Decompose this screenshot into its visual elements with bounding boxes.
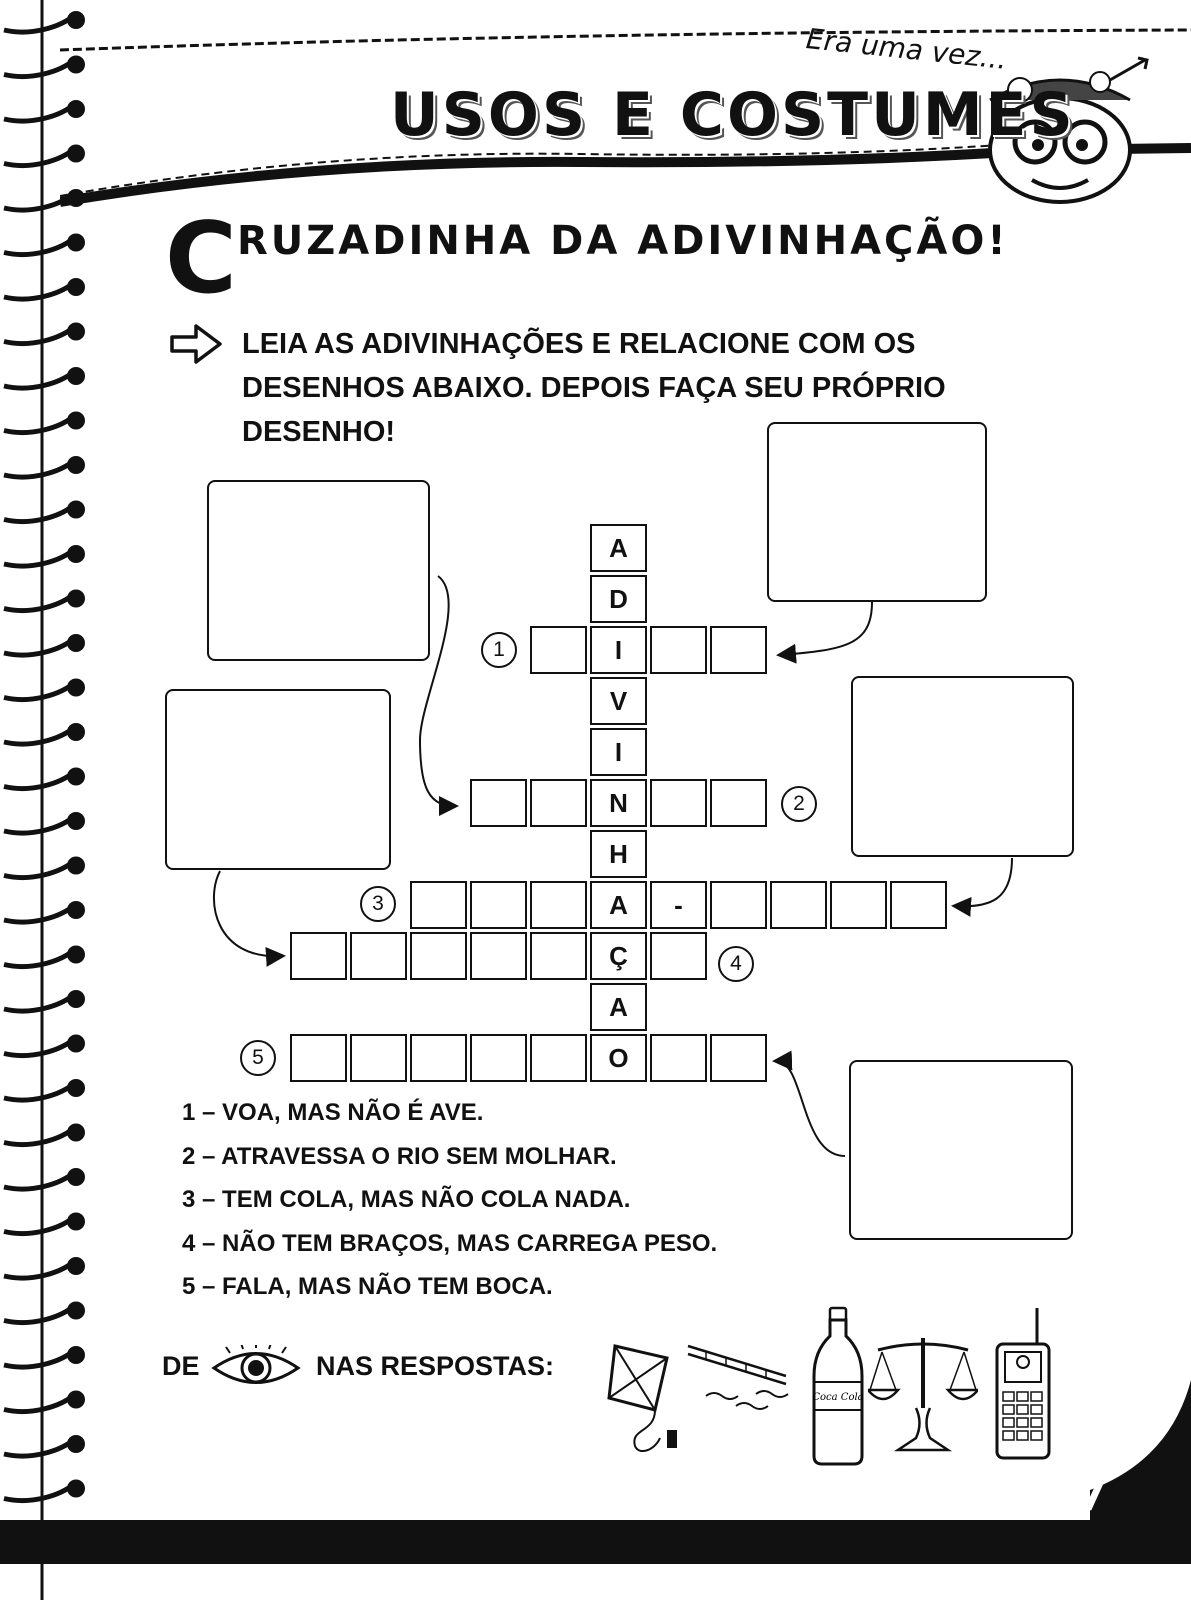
crossword-cell-letter: V — [590, 677, 647, 725]
spiral-hole — [67, 456, 85, 474]
crossword-cell[interactable] — [650, 1034, 707, 1082]
crossword-cell[interactable] — [530, 626, 587, 674]
drawing-box-4[interactable] — [165, 689, 391, 870]
spiral-hole — [67, 634, 85, 652]
spiral-hole — [67, 1391, 85, 1409]
spiral-hole — [67, 501, 85, 519]
spiral-hole — [67, 590, 85, 608]
spiral-hole — [67, 412, 85, 430]
crossword-cell[interactable] — [530, 881, 587, 929]
spiral-ring — [4, 415, 76, 433]
drawing-box-1[interactable] — [767, 422, 987, 602]
soda-bottle-icon — [808, 1306, 868, 1466]
riddle-item: 3 – TEM COLA, MAS NÃO COLA NADA. — [182, 1186, 631, 1213]
spiral-ring — [4, 904, 76, 922]
spiral-ring — [4, 1038, 76, 1056]
clue-number-5: 5 — [240, 1040, 276, 1076]
crossword-cell[interactable] — [410, 932, 467, 980]
section-drop-cap: C — [165, 202, 237, 316]
spiral-hole — [67, 545, 85, 563]
crossword-cell-letter: N — [590, 779, 647, 827]
instruction-line: DESENHOS ABAIXO. DEPOIS FAÇA SEU PRÓPRIO — [242, 372, 946, 404]
drawing-box-5[interactable] — [849, 1060, 1073, 1240]
spiral-hole — [67, 768, 85, 786]
instruction-line: DESENHO! — [242, 416, 396, 448]
spiral-ring — [4, 1483, 76, 1501]
spiral-ring — [4, 949, 76, 967]
spiral-hole — [67, 946, 85, 964]
spiral-ring — [4, 771, 76, 789]
spiral-hole — [67, 679, 85, 697]
crossword-cell-letter: D — [590, 575, 647, 623]
spiral-ring — [4, 726, 76, 744]
crossword-cell[interactable] — [350, 932, 407, 980]
spiral-ring — [4, 1305, 76, 1323]
riddle-item: 4 – NÃO TEM BRAÇOS, MAS CARREGA PESO. — [182, 1229, 718, 1257]
crossword-cell[interactable] — [530, 932, 587, 980]
crossword-cell[interactable] — [470, 779, 527, 827]
riddle-item: 2 – ATRAVESSA O RIO SEM MOLHAR. — [182, 1142, 617, 1170]
crossword-cell[interactable] — [290, 1034, 347, 1082]
spiral-ring — [4, 237, 76, 255]
crossword-cell[interactable] — [290, 932, 347, 980]
spiral-ring — [4, 326, 76, 344]
crossword-cell[interactable] — [770, 881, 827, 929]
series-label: Era uma vez... — [804, 22, 1009, 76]
crossword-cell-letter: Ç — [590, 932, 647, 980]
scale-icon — [868, 1328, 978, 1458]
crossword-cell-letter: A — [590, 983, 647, 1031]
eye-icon — [210, 1345, 302, 1391]
crossword-cell-letter: I — [590, 728, 647, 776]
crossword-cell[interactable] — [650, 779, 707, 827]
spiral-hole — [67, 1124, 85, 1142]
crossword-cell[interactable] — [710, 779, 767, 827]
kite-icon — [605, 1338, 685, 1458]
crossword-cell[interactable] — [710, 626, 767, 674]
page-corner — [1050, 1380, 1191, 1530]
spiral-hole — [67, 1435, 85, 1453]
spiral-hole — [67, 990, 85, 1008]
arrow-right-icon — [168, 322, 224, 366]
crossword-cell[interactable] — [530, 779, 587, 827]
spiral-hole — [67, 1035, 85, 1053]
phone-icon — [993, 1306, 1053, 1461]
spiral-ring — [4, 993, 76, 1011]
crossword-cell[interactable] — [650, 626, 707, 674]
spiral-hole — [67, 1257, 85, 1275]
crossword-cell[interactable] — [410, 1034, 467, 1082]
crossword-cell[interactable] — [890, 881, 947, 929]
spiral-ring — [4, 459, 76, 477]
crossword-cell-hyphen: - — [650, 881, 707, 929]
spiral-binding — [0, 0, 110, 1600]
crossword-cell[interactable] — [410, 881, 467, 929]
instruction-line: LEIA AS ADIVINHAÇÕES E RELACIONE COM OS — [242, 328, 916, 360]
spiral-ring — [4, 1394, 76, 1412]
spiral-hole — [67, 723, 85, 741]
page-number: 7 — [1078, 1474, 1106, 1520]
bottle-label: Coca Cola — [812, 1392, 864, 1403]
spiral-hole — [67, 234, 85, 252]
spiral-ring — [4, 1216, 76, 1234]
spiral-hole — [67, 1168, 85, 1186]
crossword-cell[interactable] — [830, 881, 887, 929]
crossword-cell[interactable] — [350, 1034, 407, 1082]
spiral-hole — [67, 1079, 85, 1097]
spiral-ring — [4, 593, 76, 611]
section-title: RUZADINHA DA ADIVINHAÇÃO! — [237, 218, 1009, 264]
answers-label: NAS RESPOSTAS: — [316, 1351, 555, 1381]
page-title: USOS E COSTUMES — [390, 80, 1076, 150]
crossword-cell[interactable] — [470, 881, 527, 929]
spiral-ring — [4, 370, 76, 388]
spiral-hole — [67, 278, 85, 296]
drawing-box-3[interactable] — [851, 676, 1074, 857]
riddle-item: 5 – FALA, MAS NÃO TEM BOCA. — [182, 1273, 553, 1300]
clue-number-4: 4 — [718, 946, 754, 982]
spiral-ring — [4, 1127, 76, 1145]
clue-number-1: 1 — [481, 632, 517, 668]
spiral-hole — [67, 1213, 85, 1231]
riddle-list — [182, 1091, 717, 1309]
spiral-hole — [67, 1480, 85, 1498]
spiral-ring — [4, 281, 76, 299]
bottom-bar — [0, 1520, 1191, 1564]
spiral-ring — [4, 860, 76, 878]
crossword-cell[interactable] — [650, 932, 707, 980]
crossword-cell[interactable] — [470, 932, 527, 980]
crossword-cell-letter: H — [590, 830, 647, 878]
crossword-cell[interactable] — [710, 881, 767, 929]
spiral-hole — [67, 812, 85, 830]
drawing-box-2[interactable] — [207, 480, 430, 661]
spiral-hole — [67, 1302, 85, 1320]
answers-prefix: DE — [162, 1351, 200, 1381]
spiral-ring — [4, 1349, 76, 1367]
spiral-ring — [4, 637, 76, 655]
crossword-cell-letter: A — [590, 881, 647, 929]
spiral-ring — [4, 504, 76, 522]
crossword-cell[interactable] — [530, 1034, 587, 1082]
riddle-item: 1 – VOA, MAS NÃO É AVE. — [182, 1099, 484, 1126]
crossword-cell[interactable] — [470, 1034, 527, 1082]
clue-number-3: 3 — [360, 886, 396, 922]
spiral-ring — [4, 548, 76, 566]
spiral-ring — [4, 682, 76, 700]
bridge-icon — [686, 1336, 796, 1416]
crossword-cell-letter: O — [590, 1034, 647, 1082]
spiral-hole — [67, 323, 85, 341]
spiral-hole — [67, 901, 85, 919]
spiral-ring — [4, 1082, 76, 1100]
spiral-hole — [67, 857, 85, 875]
spiral-hole — [67, 367, 85, 385]
crossword-cell-letter: I — [590, 626, 647, 674]
spiral-ring — [4, 1171, 76, 1189]
spiral-hole — [67, 1346, 85, 1364]
spiral-ring — [4, 815, 76, 833]
crossword-cell-letter: A — [590, 524, 647, 572]
spiral-ring — [4, 1438, 76, 1456]
clue-number-2: 2 — [781, 786, 817, 822]
spiral-ring — [4, 1260, 76, 1278]
crossword-cell[interactable] — [710, 1034, 767, 1082]
